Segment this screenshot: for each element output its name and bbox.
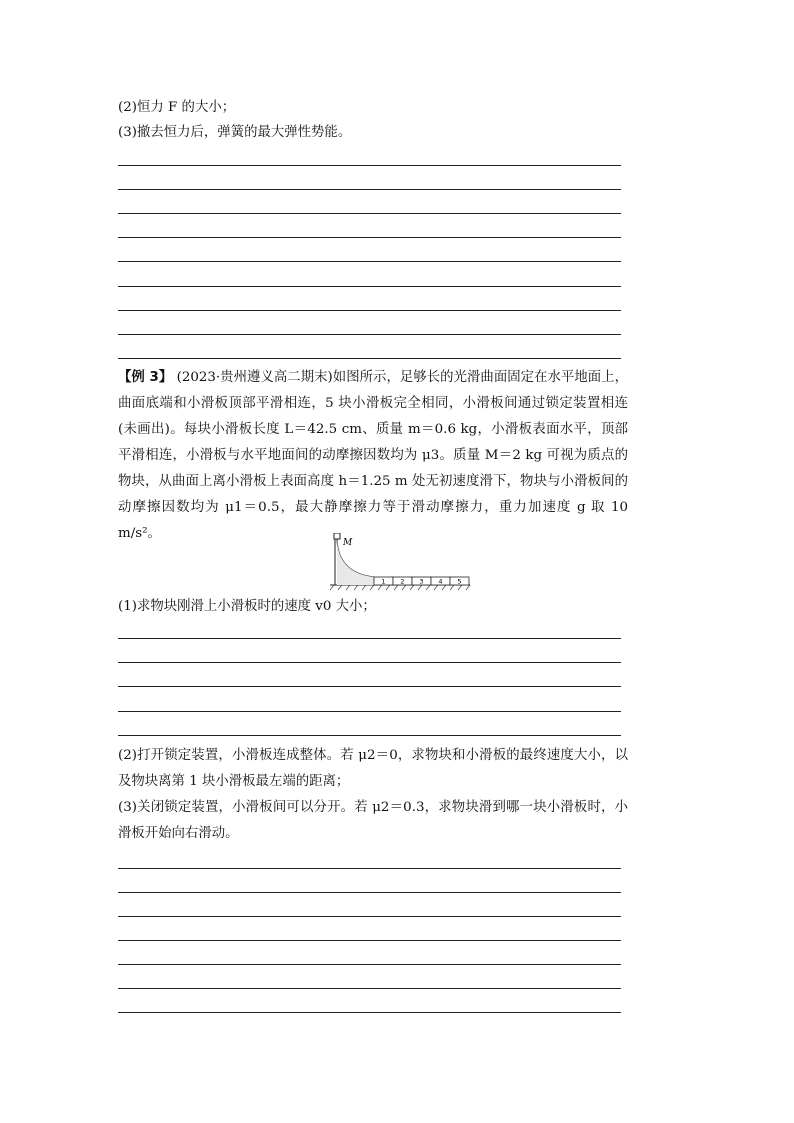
plank-number: 1	[381, 577, 386, 586]
answer-line	[118, 237, 621, 238]
answer-line	[118, 1012, 621, 1013]
answer-line	[118, 334, 621, 335]
answer-line	[118, 735, 621, 736]
answer-line	[118, 988, 621, 989]
answer-line	[118, 711, 621, 712]
plank-number: 4	[438, 577, 443, 586]
question-2-text: (2)恒力 F 的大小；	[118, 100, 236, 115]
plank-number: 5	[457, 577, 462, 586]
answer-line	[118, 213, 621, 214]
answer-line	[118, 892, 621, 893]
example-text: (2023·贵州遵义高二期末)如图所示，足够长的光滑曲面固定在水平地面上，曲面底端和小滑板顶部平滑相连，5 块小滑板完全相同，小滑板间通过锁定装置相连(未画出)。每块小滑板长度 L＝42.5 cm、质量 m＝0.6 kg，小滑板表面水平，顶部平滑相连，小滑板与水平地面间的动摩擦因数均为 μ3。质量 M＝2 kg 可视为质点的物块，从曲面上离小滑板上表面高度 h＝1.25 m 处无初速度滑下，物块与小滑板间的动摩擦因数均为 μ1＝0.5，最大静摩擦力等于滑动摩擦力，重力加速度 g 取 10 m/s²。	[118, 370, 628, 541]
answer-line	[118, 662, 621, 663]
question-2-3-paragraph	[118, 743, 628, 847]
answer-line	[118, 940, 621, 941]
block-M	[334, 533, 340, 539]
question-1-text: (1)求物块刚滑上小滑板时的速度 v0 大小；	[118, 599, 376, 614]
answer-line	[118, 189, 621, 190]
example-3-paragraph	[118, 365, 628, 547]
plank-number: 3	[419, 577, 424, 586]
answer-line	[118, 916, 621, 917]
question-3-text: (3)撤去恒力后，弹簧的最大弹性势能。	[118, 125, 352, 140]
mass-label: M	[343, 538, 353, 548]
answer-line	[118, 964, 621, 965]
answer-line	[118, 310, 621, 311]
plank-number: 2	[400, 577, 405, 586]
slope-planks-figure	[324, 533, 472, 591]
answer-line	[118, 261, 621, 262]
question-2-text: (2)打开锁定装置，小滑板连成整体。若 μ2＝0，求物块和小滑板的最终速度大小，以及物块离第 1 块小滑板最左端的距离；	[118, 748, 628, 789]
answer-line	[118, 686, 621, 687]
question-3-text: (3)关闭锁定装置，小滑板间可以分开。若 μ2＝0.3，求物块滑到哪一块小滑板时，小滑板开始向右滑动。	[118, 800, 628, 841]
answer-line	[118, 638, 621, 639]
example-label: 【例 3】	[118, 370, 173, 385]
answer-line	[118, 868, 621, 869]
answer-line	[118, 286, 621, 287]
answer-line	[118, 165, 621, 166]
answer-line	[118, 358, 621, 359]
